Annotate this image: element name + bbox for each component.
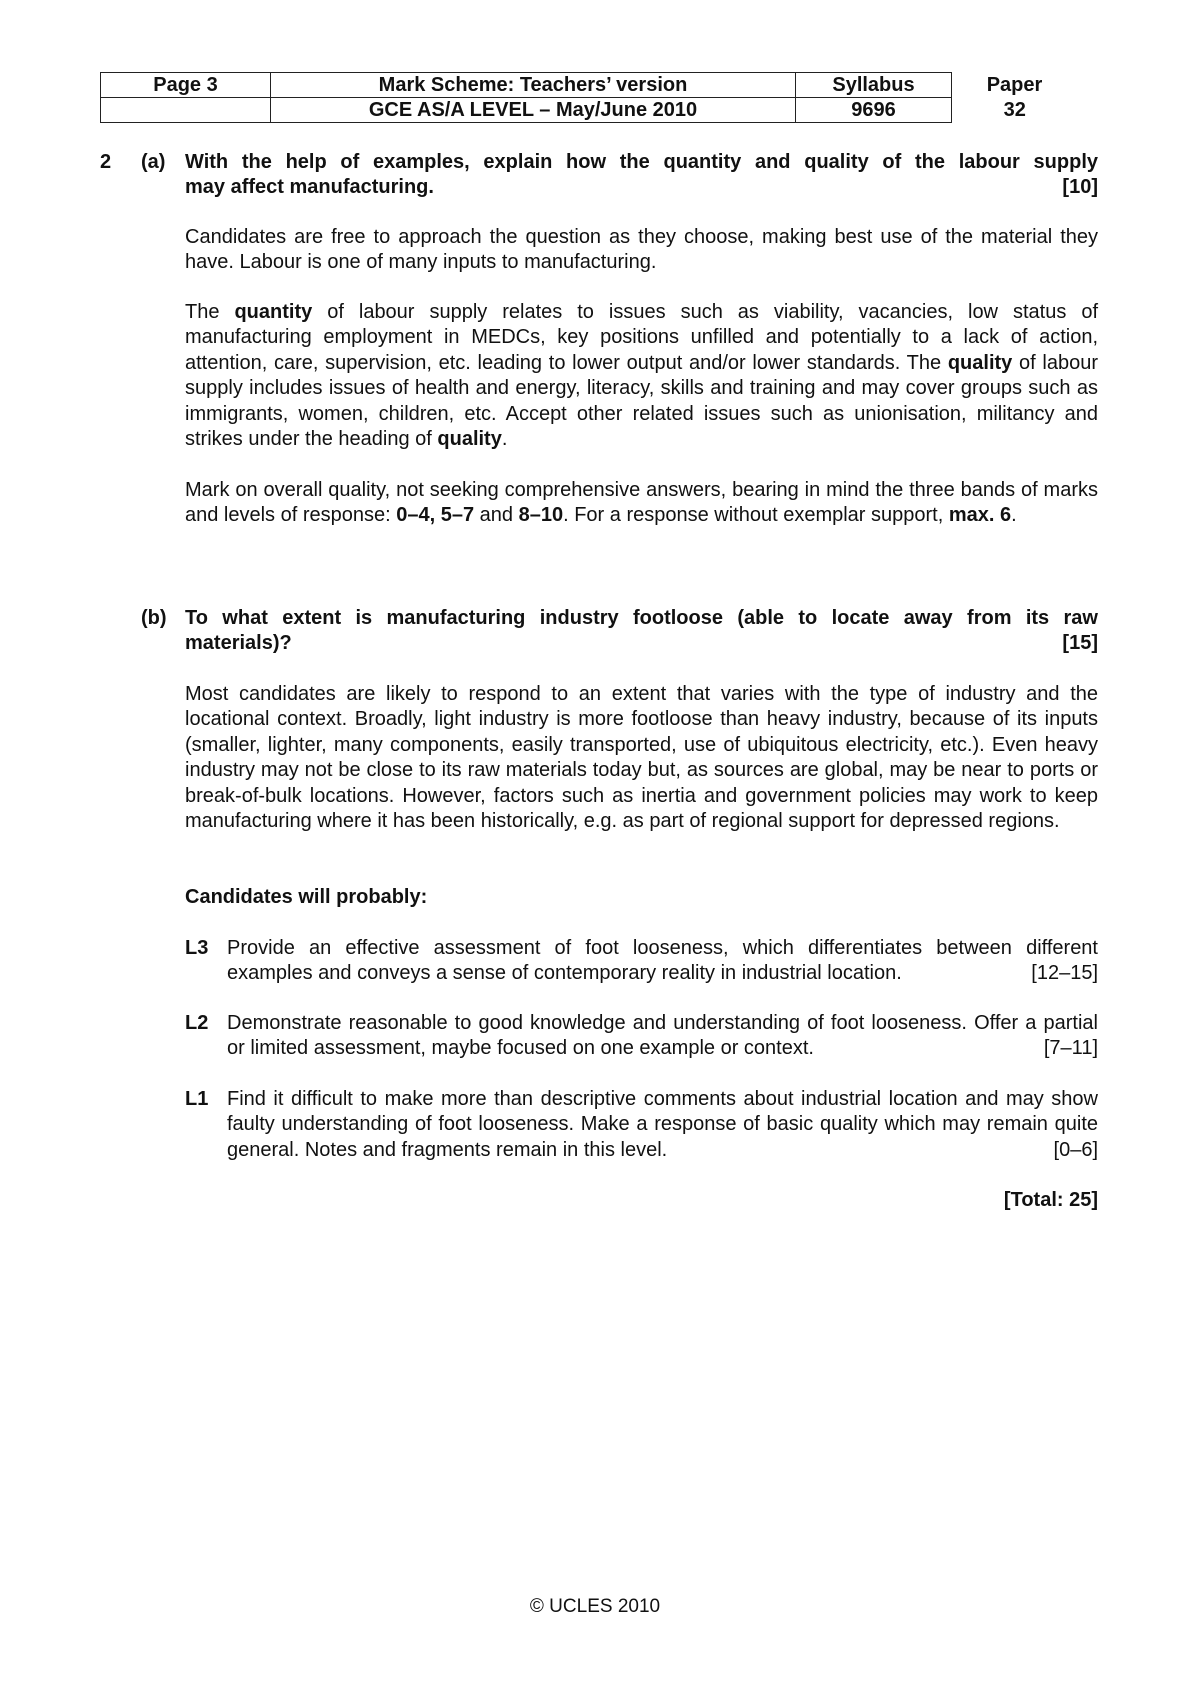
- level-range: [0–6]: [1053, 1138, 1098, 1161]
- part-b-paragraph-1: Most candidates are likely to respond to an extent that varies with the type of industry and the locational context. Broadly, light industry is more footloose than heavy industry, because of its inputs (smaller, lighter, many components, easily transported, use of ubiquitous electricity, etc.). Even heavy industry may not be close to its raw materials today but, as sources are global, may be near to ports or break-of-bulk locations. However, factors such as inertia and government policies may work to keep manufacturing where it has been historically, e.g. as part of regional support for depressed regions.: [185, 683, 1098, 833]
- question-number: 2: [100, 151, 112, 173]
- total-marks: [Total: 25]: [1003, 1189, 1098, 1211]
- part-b-question: [185, 606, 1098, 657]
- bold-bands: 0–4, 5–7: [396, 504, 475, 527]
- header-paper: 32: [1003, 99, 1026, 121]
- part-a-paragraph-2: [185, 300, 1098, 452]
- part-a-paragraph-1: Candidates are free to approach the question as they choose, making best use of the material they have. Labour is one of many inputs to manufacturing.: [185, 226, 1098, 274]
- bold-band-top: 8–10: [518, 504, 564, 527]
- part-b-question-line1: To what extent is manufacturing industry footloose (able to locate away from its raw: [185, 607, 1098, 629]
- part-a-marks: [10]: [1062, 176, 1098, 199]
- level-text: Provide an effective assessment of foot looseness, which differentiates between different examples and conveys a sense of contemporary reality in industrial location.: [227, 937, 1098, 985]
- level-range: [7–11]: [1043, 1037, 1098, 1060]
- copyright-footer: © UCLES 2010: [529, 1596, 661, 1617]
- level-code: L2: [185, 1012, 209, 1034]
- level-3: [185, 936, 1098, 987]
- header-empty-cell: [101, 98, 271, 123]
- text-run: and: [474, 504, 519, 527]
- text-run: of labour supply includes issues of health and energy, literacy, skills and training and may cover groups such as immigrants, women, children, etc. Accept other related issues such as unionisation, militancy and strikes under the heading of: [185, 351, 1098, 451]
- bold-term-quality: quality: [947, 351, 1013, 374]
- part-b-label: (b): [141, 607, 167, 629]
- level-code: L1: [185, 1088, 209, 1110]
- bold-term-quantity: quantity: [234, 301, 313, 323]
- text-run: . For a response without exemplar support,: [563, 504, 949, 527]
- part-a-paragraph-3: [185, 478, 1098, 529]
- level-text: Find it difficult to make more than descriptive comments about industrial location and may show faulty understanding of foot looseness. Make a response of basic quality which may remain quite general. Notes and fragments remain in this level.: [227, 1088, 1098, 1161]
- bold-term-quality: quality: [437, 428, 502, 451]
- level-range: [12–15]: [1031, 962, 1098, 985]
- part-a-question-line1: With the help of examples, explain how the quantity and quality of the labour supply: [185, 151, 1098, 173]
- text-run: Mark on overall quality, not seeking comprehensive answers, bearing in mind the three bands of marks and levels of response:: [185, 479, 1098, 527]
- candidates-probably: Candidates will probably:: [185, 886, 428, 908]
- header-page: Page 3: [101, 73, 271, 98]
- part-b-marks: [15]: [1062, 632, 1098, 655]
- text-run: The: [185, 301, 235, 323]
- part-a-question-line2: may affect manufacturing.: [185, 176, 434, 199]
- header-title: Mark Scheme: Teachers’ version: [271, 73, 796, 98]
- text-run: of labour supply relates to issues such as viability, vacancies, low status of manufacturing employment in MEDCs, key positions unfilled and potentially to a lack of action, attention, care, supervision, etc. leading to lower output and/or lower standards. The: [185, 301, 1098, 374]
- header-paper-label: Paper: [986, 74, 1043, 96]
- text-run: .: [1011, 504, 1017, 527]
- bold-max-mark: max. 6: [948, 504, 1012, 527]
- header-exam: GCE AS/A LEVEL – May/June 2010: [271, 98, 796, 123]
- level-2: [185, 1011, 1098, 1062]
- level-1: [185, 1087, 1098, 1163]
- part-b-question-line2: materials)?: [185, 632, 292, 655]
- header-syllabus: 9696: [796, 98, 952, 123]
- text-run: .: [501, 428, 508, 451]
- header-syllabus-label: Syllabus: [796, 73, 952, 98]
- level-text: Demonstrate reasonable to good knowledge and understanding of foot looseness. Offer a partial or limited assessment, maybe focused on one example or context.: [227, 1012, 1098, 1060]
- header-table: [100, 72, 1078, 123]
- level-code: L3: [185, 937, 209, 959]
- part-a-question: [185, 150, 1098, 201]
- part-a-label: (a): [141, 151, 166, 173]
